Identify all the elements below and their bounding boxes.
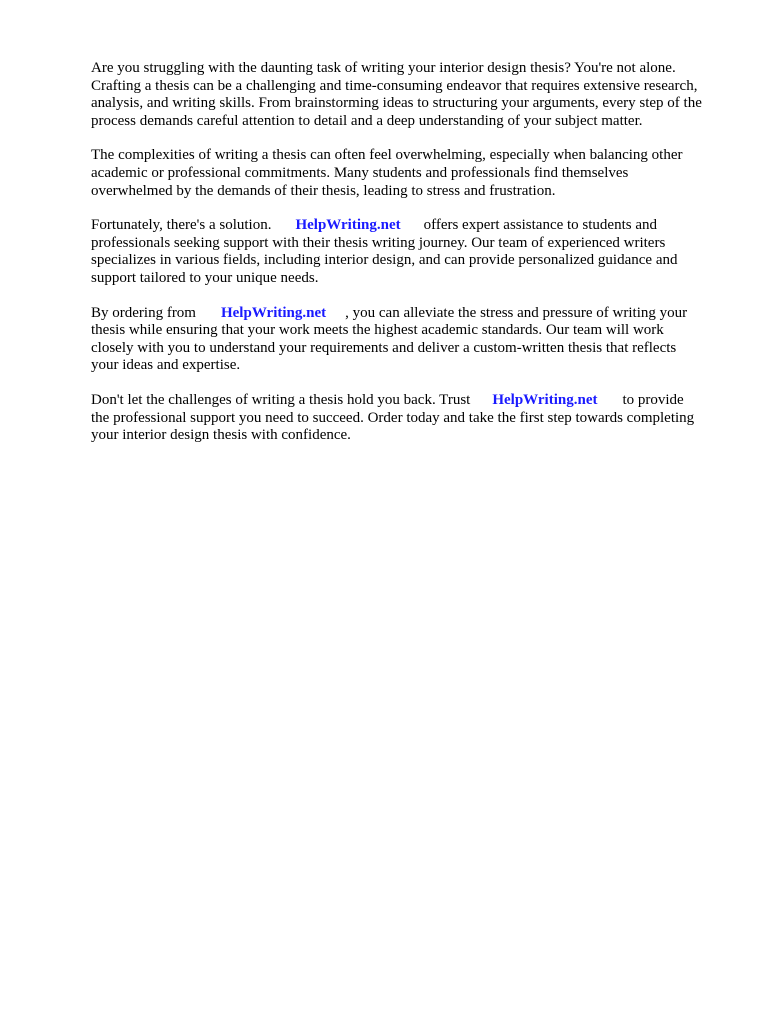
text-line: the professional support you need to succeed. Order today and take the first step towards completing: [91, 409, 695, 426]
text-line: specializes in various fields, including interior design, and can provide personalized guidance and: [91, 252, 678, 269]
text-line: Crafting a thesis can be a challenging and time-consuming endeavor that requires extensive research,: [91, 77, 698, 94]
helpwriting-link[interactable]: HelpWriting.net: [220, 304, 327, 321]
text-line: support tailored to your unique needs.: [91, 269, 319, 286]
helpwriting-link[interactable]: HelpWriting.net: [492, 391, 598, 408]
text-fragment: Don't let the challenges of writing a thesis hold you back. Trust: [91, 391, 471, 408]
text-line: professionals seeking support with their thesis writing journey. Our team of experienced writers: [91, 234, 666, 251]
paragraph-complexities: [91, 147, 731, 200]
document-body: [91, 60, 731, 462]
text-line: academic or professional commitments. Many students and professionals find themselves: [91, 164, 629, 181]
text-line: overwhelmed by the demands of their thesis, leading to stress and frustration.: [91, 182, 556, 199]
paragraph-solution: [91, 217, 731, 287]
paragraph-trust: [91, 392, 731, 445]
text-line: [91, 217, 731, 235]
paragraph-ordering: [91, 305, 731, 375]
text-line: process demands careful attention to detail and a deep understanding of your subject matter.: [91, 112, 643, 129]
text-line: your interior design thesis with confidence.: [91, 427, 351, 444]
text-line: thesis while ensuring that your work meets the highest academic standards. Our team will work: [91, 322, 664, 339]
text-line: your ideas and expertise.: [91, 357, 241, 374]
helpwriting-link[interactable]: HelpWriting.net: [295, 217, 401, 234]
text-line: analysis, and writing skills. From brainstorming ideas to structuring your arguments, every step of the: [91, 95, 702, 112]
text-line: closely with you to understand your requirements and deliver a custom-written thesis that reflects: [91, 339, 677, 356]
text-fragment: to provide: [622, 391, 684, 408]
text-fragment: offers expert assistance to students and: [423, 217, 658, 234]
text-fragment: , you can alleviate the stress and pressure of writing your: [345, 304, 688, 321]
text-fragment: By ordering from: [91, 304, 196, 321]
text-fragment: Fortunately, there's a solution.: [91, 217, 272, 234]
text-line: [91, 392, 731, 410]
text-line: The complexities of writing a thesis can often feel overwhelming, especially when balancing other: [91, 147, 683, 164]
text-line: Are you struggling with the daunting task of writing your interior design thesis? You're not alone.: [91, 60, 676, 76]
paragraph-intro: [91, 60, 731, 130]
text-line: [91, 305, 731, 323]
